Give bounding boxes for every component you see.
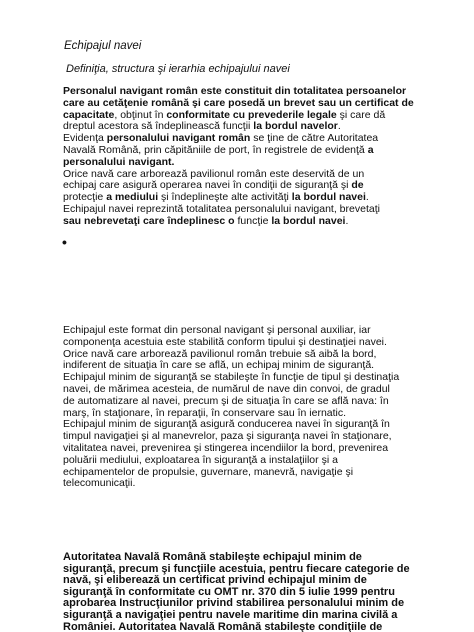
text-segment: sau nebrevetaţi care îndeplinesc o xyxy=(63,214,235,227)
text-line: navei, de mărimea acesteia, de numărul de nave din convoi, de gradul xyxy=(63,382,390,395)
text-segment: la bordul navelor xyxy=(253,120,338,133)
text-line xyxy=(63,216,423,228)
text-segment: echipaj care asigură operarea navei în condiţii de siguranţă şi xyxy=(63,179,352,192)
text-segment: , obţinut în xyxy=(114,108,167,121)
text-segment: funcţie xyxy=(234,214,272,227)
text-line: telecomunicaţii. xyxy=(63,477,136,490)
section-naval-authority xyxy=(63,552,423,632)
text-segment: conformitate cu prevederile legale xyxy=(166,108,337,121)
text-segment: personalului navigant. xyxy=(63,155,175,168)
text-segment: protecţie xyxy=(63,191,107,204)
text-segment: Orice navă care arborează pavilionul român este deservită de un xyxy=(63,167,365,180)
text-segment: Personalul navigant român este constituit din totalitatea persoanelor xyxy=(63,85,407,97)
text-line: Echipajul minim de siguranţă se stabileşte în funcţie de tipul şi destinaţia xyxy=(63,371,400,384)
text-line: siguranţă, precum şi funcţiile acestuia, pentru fiecare categorie de xyxy=(63,562,410,575)
text-line: siguranţă în conformitate cu OMT nr. 370 din 5 iulie 1999 pentru xyxy=(63,585,395,598)
text-segment: de xyxy=(351,179,364,192)
document-title: Echipajul navei xyxy=(64,40,142,52)
text-line: aprobarea Instrucţiunilor privind stabilirea personalului minim de xyxy=(63,597,405,610)
text-line: Echipajul minim de siguranţă asigură conducerea navei în siguranţă în xyxy=(63,418,390,431)
text-line: de automatizare al navei, precum şi de situaţia în care se află nava: în xyxy=(63,394,389,407)
text-segment: la bordul navei xyxy=(271,214,346,227)
text-line: timpul navigaţiei şi al manevrelor, paza şi siguranţa navei în staţionare, xyxy=(63,430,392,443)
text-segment: . xyxy=(345,214,349,227)
text-line: navă, şi eliberează un certificat privind echipajul minim de xyxy=(63,574,367,587)
text-line: siguranţă a navigaţiei pentru navele maritime din marina civilă a xyxy=(63,608,398,621)
text-line: indiferent de situaţia în care se află, un echipaj minim de siguranţă. xyxy=(63,359,375,372)
text-segment: a mediului xyxy=(106,191,159,204)
text-line: marş, în staţionare, în reparaţii, în conservare sau în iernatic. xyxy=(63,406,347,419)
text-segment: şi care dă xyxy=(336,108,386,121)
text-line: Echipajul este format din personal navigant şi personal auxiliar, iar xyxy=(63,324,371,336)
text-segment: la bordul navei xyxy=(291,191,366,204)
document-subtitle: Definiţia, structura şi ierarhia echipajului navei xyxy=(66,63,290,75)
text-segment: Evidenţa xyxy=(63,132,107,145)
text-segment: personalului navigant român xyxy=(106,132,251,145)
text-segment: dreptul acestora să îndeplinească funcţii xyxy=(63,120,254,133)
text-segment: care au cetăţenie română şi care posedă un brevet sau un certificat de xyxy=(63,96,414,109)
text-line: poluării mediului, exploatarea în siguranţă a instalaţiilor şi a xyxy=(63,453,338,466)
text-segment: Echipajul navei reprezintă totalitatea personalului navigant, brevetaţi xyxy=(63,202,380,215)
text-segment: Navală Română, prin căpităniile de port, în registrele de evidenţă xyxy=(63,143,368,156)
text-segment: . xyxy=(337,120,341,133)
text-line: Autoritatea Navală Română stabileşte echipajul minim de xyxy=(63,551,362,563)
text-segment: şi îndeplineşte alte activităţi xyxy=(158,191,292,204)
text-segment: se ţine de către Autoritatea xyxy=(250,132,379,145)
text-segment: capacitate xyxy=(63,108,115,121)
text-line: vitalitatea navei, prevenirea şi stingerea incendiilor la bord, prevenirea xyxy=(63,441,389,454)
text-segment: . xyxy=(365,191,369,204)
section-crew-composition xyxy=(63,325,423,490)
text-line: componenţa acestuia este stabilită conform tipului şi destinaţiei navei. xyxy=(63,335,387,348)
text-segment: a xyxy=(367,143,374,156)
text-line: echipamentelor de propulsie, guvernare, manevră, navigaţie şi xyxy=(63,465,354,478)
section-definition xyxy=(63,86,423,228)
bullet-marker: • xyxy=(62,234,67,250)
text-line: Orice navă care arborează pavilionul român trebuie să aibă la bord, xyxy=(63,347,377,360)
text-line: României. Autoritatea Navală Română stabileşte condiţiile de xyxy=(63,620,383,632)
